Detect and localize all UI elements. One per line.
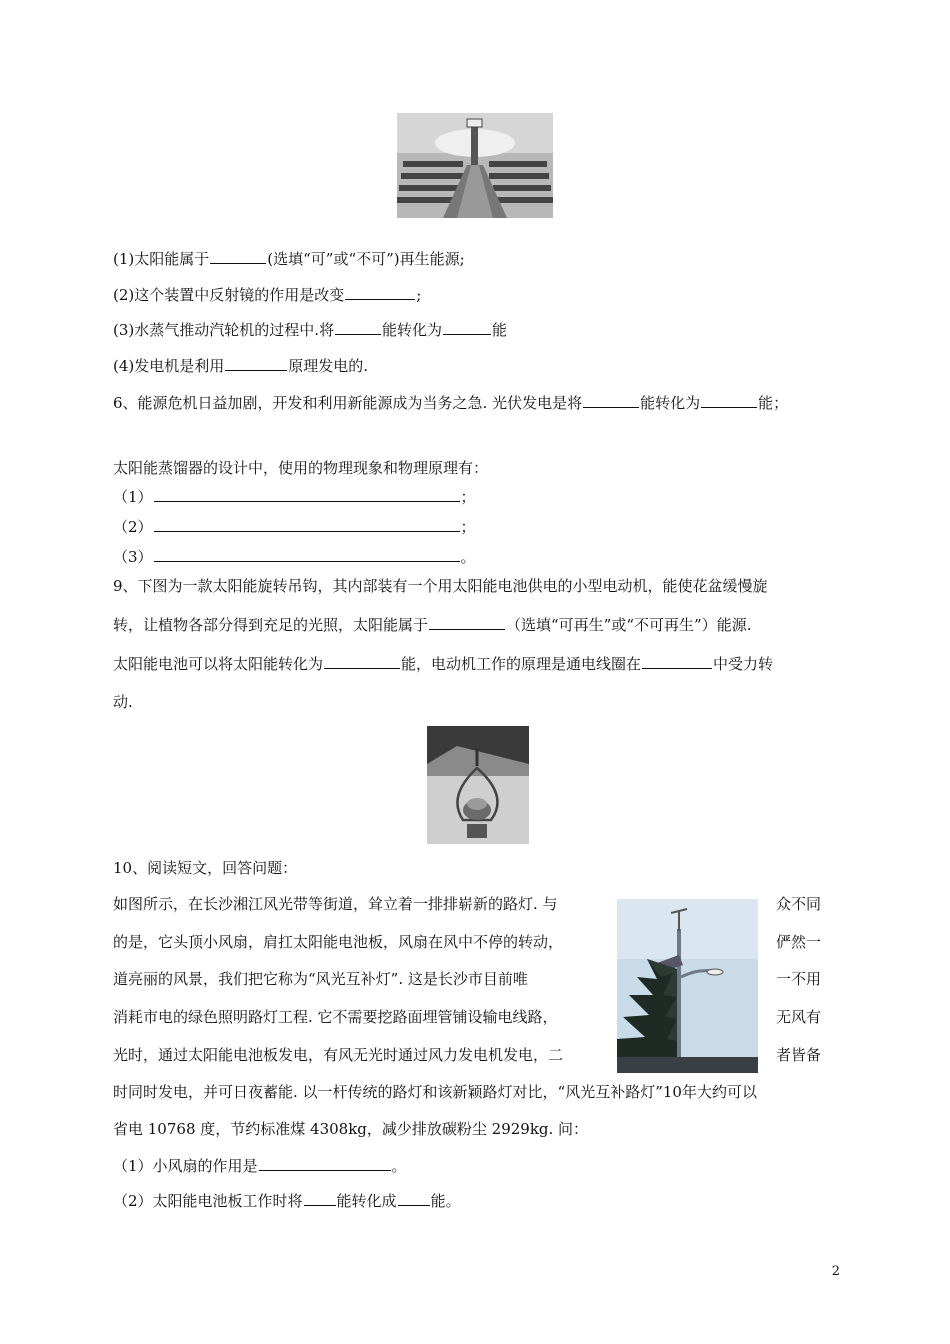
q10-sub2-mid: 能转化成 <box>336 1192 397 1210</box>
q8-item-end: ； <box>460 518 476 536</box>
q5-item2-pre: (2)这个装置中反射镜的作用是改变 <box>113 286 345 304</box>
q10-left-line: 的是，它头顶小风扇，肩扛太阳能电池板，风扇在风中不停的转动， <box>113 933 564 951</box>
q10-line7: 省电 10768 度，节约标准煤 4308kg，减少排放碳粉尘 2929kg. 问： <box>113 1120 589 1138</box>
answer-blank[interactable] <box>324 653 400 669</box>
q6-mid: 能转化为 <box>640 394 701 412</box>
q10-sub2 <box>113 1190 461 1211</box>
answer-blank[interactable] <box>335 319 381 335</box>
q5-item3-mid: 能转化为 <box>382 321 443 339</box>
q9-line2-post: （选填“可再生”或“不可再生”）能源. <box>506 616 752 634</box>
q9-line3-mid: 能，电动机工作的原理是通电线圈在 <box>401 655 642 673</box>
q10-right-line: 无风有 <box>776 1008 822 1026</box>
q5-item2 <box>113 284 421 305</box>
answer-blank[interactable] <box>345 284 415 300</box>
answer-blank[interactable] <box>154 516 460 532</box>
answer-blank[interactable] <box>701 392 757 408</box>
q8-intro: 太阳能蒸馏器的设计中，使用的物理现象和物理原理有： <box>113 459 489 477</box>
q8-item-3 <box>113 546 476 567</box>
q10-right-line: 俨然一 <box>776 933 822 951</box>
q9-line2-pre: 转，让植物各部分得到充足的光照，太阳能属于 <box>113 616 429 634</box>
answer-blank[interactable] <box>154 486 460 502</box>
answer-blank[interactable] <box>429 614 505 630</box>
q6-pre: 6、能源危机日益加剧，开发和利用新能源成为当务之急. 光伏发电是将 <box>113 394 583 412</box>
q5-item3-post: 能 <box>492 321 508 339</box>
q9-line3-post: 中受力转 <box>713 655 774 673</box>
q10-left-line: 光时，通过太阳能电池板发电，有风无光时通过风力发电机发电，二 <box>113 1046 564 1064</box>
q10-title: 10、阅读短文，回答问题： <box>113 859 298 877</box>
q10-left-line: 消耗市电的绿色照明路灯工程. 它不需要挖路面埋管铺设输电线路， <box>113 1008 558 1026</box>
q5-item1-post: (选填“可”或“不可”)再生能源; <box>267 250 465 268</box>
q10-sub1-post: 。 <box>391 1157 407 1175</box>
q10-left-line: 道亮丽的风景，我们把它称为“风光互补灯”. 这是长沙市目前唯 <box>113 970 528 988</box>
q10-sub2-post: 能。 <box>430 1192 461 1210</box>
q5-item4 <box>113 355 368 376</box>
q10-sub2-pre: （2）太阳能电池板工作时将 <box>113 1192 303 1210</box>
q10-right-line: 者皆备 <box>776 1046 822 1064</box>
answer-blank[interactable] <box>304 1190 336 1206</box>
answer-blank[interactable] <box>210 248 266 264</box>
q8-item-end: ； <box>460 488 476 506</box>
q8-item-end: 。 <box>460 548 476 566</box>
q10-sub1-pre: （1）小风扇的作用是 <box>113 1157 258 1175</box>
q9-line1: 9、下图为一款太阳能旋转吊钩，其内部装有一个用太阳能电池供电的小型电动机，能使花盆缓慢旋 <box>113 577 768 595</box>
q9-line3 <box>113 653 773 674</box>
q6-question <box>113 392 788 413</box>
q5-item3-pre: (3)水蒸气推动汽轮机的过程中.将 <box>113 321 335 339</box>
q9-line4: 动. <box>113 693 133 711</box>
q8-item-label: （1） <box>113 488 153 506</box>
q5-item4-post: 原理发电的. <box>288 357 369 375</box>
q5-item4-pre: (4)发电机是利用 <box>113 357 225 375</box>
answer-blank[interactable] <box>583 392 639 408</box>
q8-item-label: （2） <box>113 518 153 536</box>
street-lamp-photo <box>617 899 758 1073</box>
q5-item3 <box>113 319 507 340</box>
answer-blank[interactable] <box>398 1190 430 1206</box>
q10-right-line: 一不用 <box>776 970 822 988</box>
q10-left-line: 如图所示，在长沙湘江风光带等街道，耸立着一排排崭新的路灯. 与 <box>113 895 558 913</box>
q5-item1-pre: (1)太阳能属于 <box>113 250 210 268</box>
answer-blank[interactable] <box>225 355 287 371</box>
page-number: 2 <box>831 1264 840 1279</box>
rotating-hook-photo <box>427 726 529 844</box>
answer-blank[interactable] <box>642 653 712 669</box>
q9-line3-pre: 太阳能电池可以将太阳能转化为 <box>113 655 324 673</box>
answer-blank[interactable] <box>154 546 460 562</box>
q10-sub1 <box>113 1155 407 1176</box>
q8-item-2 <box>113 516 476 537</box>
q9-line2 <box>113 614 751 635</box>
q5-item1 <box>113 248 465 269</box>
q10-line6: 时同时发电，并可日夜蓄能. 以一杆传统的路灯和该新颖路灯对比，“风光互补路灯”10年大约可以 <box>113 1083 757 1101</box>
answer-blank[interactable] <box>443 319 491 335</box>
solar-tower-photo <box>397 113 553 218</box>
answer-blank[interactable] <box>259 1155 391 1171</box>
q8-item-label: （3） <box>113 548 153 566</box>
q8-item-1 <box>113 486 476 507</box>
q10-right-line: 众不同 <box>776 895 822 913</box>
q5-item2-post: ; <box>416 286 422 304</box>
q6-post: 能； <box>758 394 789 412</box>
